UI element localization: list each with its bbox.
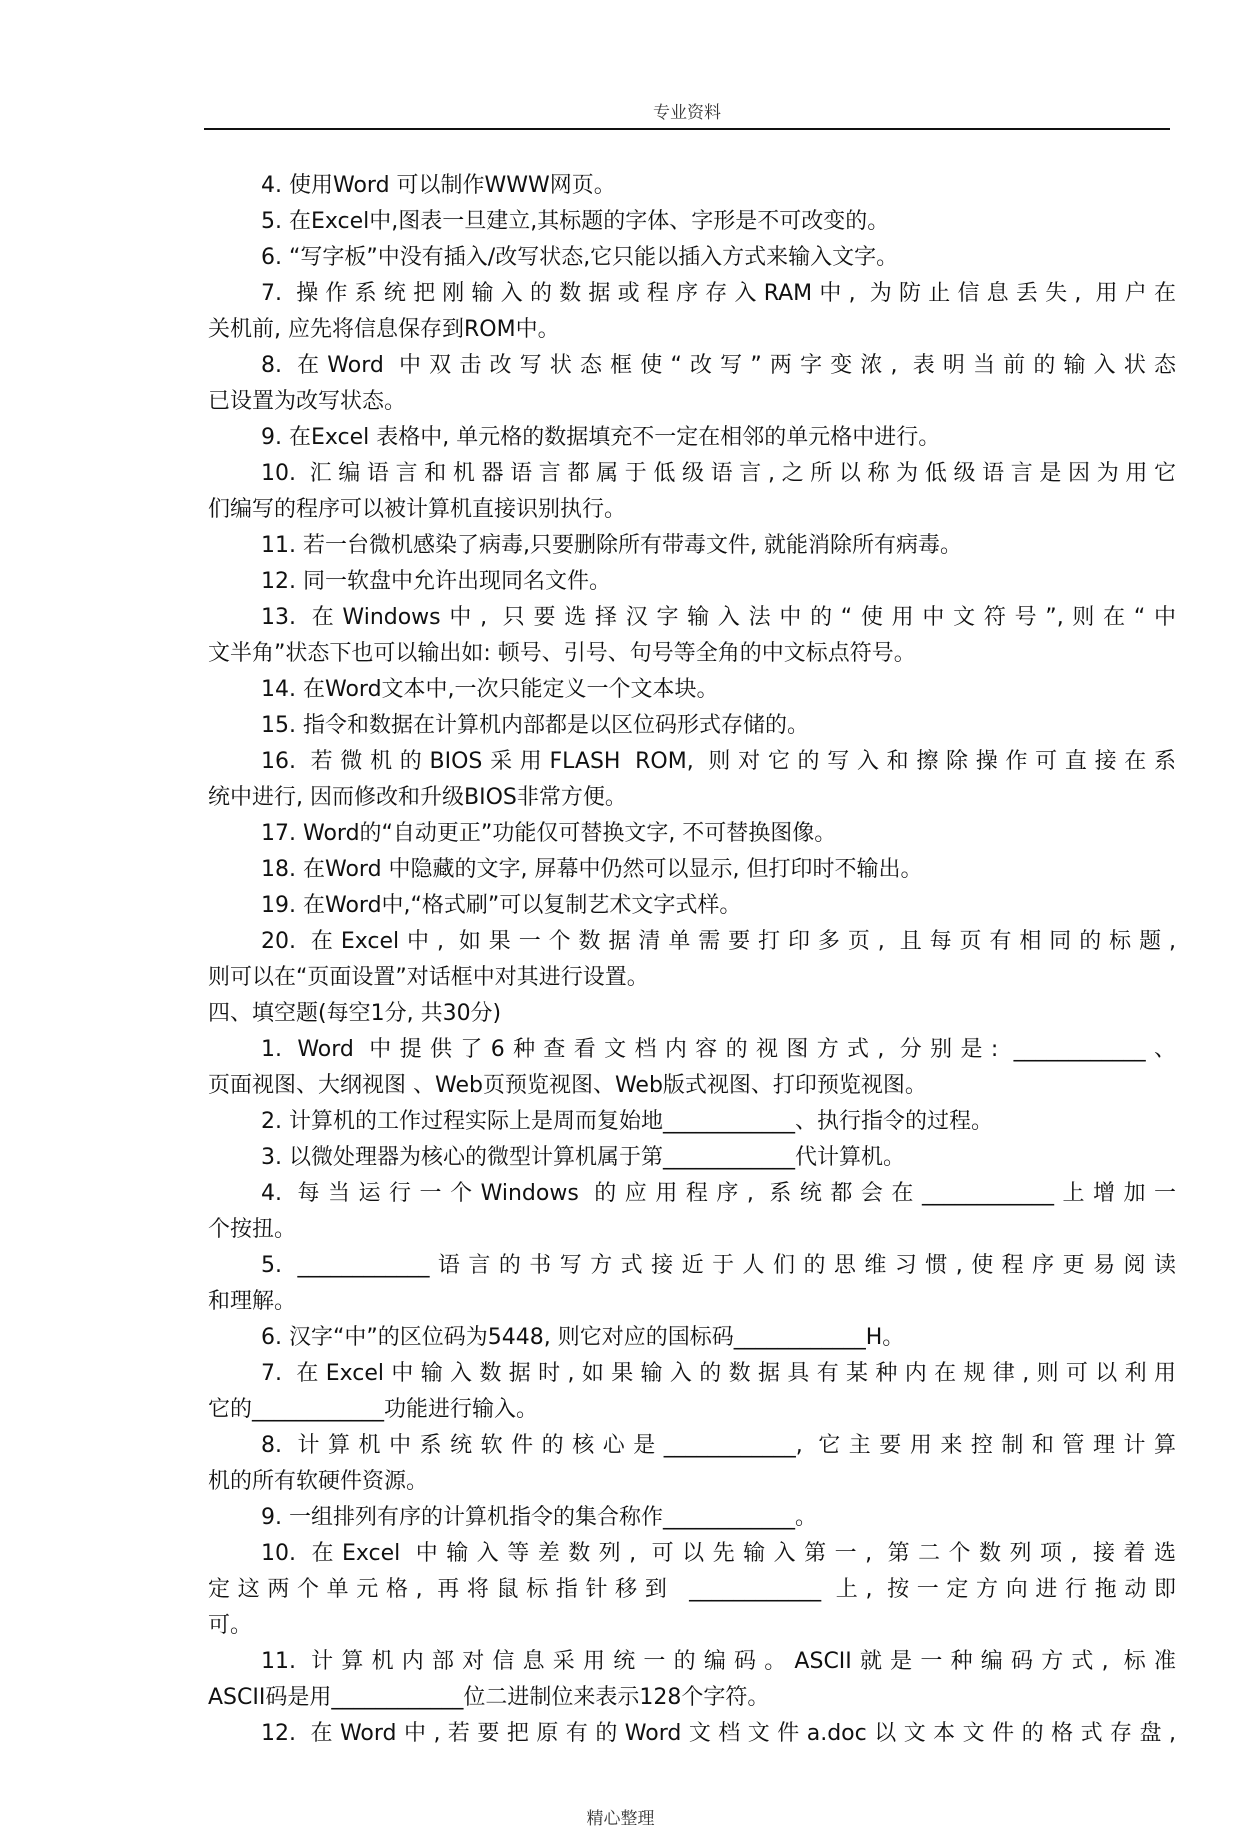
text-line: 18. 在Word 中隐藏的文字, 屏幕中仍然可以显示, 但打印时不输出。 [261,857,923,882]
text-line: 9. 一组排列有序的计算机指令的集合称作____________。 [261,1505,817,1530]
text-line: 13. 在Windows中, 只要选择汉字输入法中的“使用中文符号”,则在“中 [261,605,1176,630]
text-line: ASCII码是用____________位二进制位来表示128个字符。 [208,1685,770,1710]
text-line: 5. 在Excel中,图表一旦建立,其标题的字体、字形是不可改变的。 [261,209,890,234]
text-line: 关机前, 应先将信息保存到ROM中。 [208,317,560,342]
text-line: 15. 指令和数据在计算机内部都是以区位码形式存储的。 [261,713,809,738]
text-line: 页面视图、大纲视图 、Web页预览视图、Web版式视图、打印预览视图。 [208,1073,927,1098]
text-line: 8. 在Word 中双击改写状态框使“改写”两字变浓, 表明当前的输入状态 [261,353,1176,378]
text-line: 7. 在Excel中输入数据时,如果输入的数据具有某种内在规律,则可以利用 [261,1361,1176,1386]
text-line: 和理解。 [208,1289,297,1314]
text-line: 12. 同一软盘中允许出现同名文件。 [261,569,611,594]
text-line: 9. 在Excel 表格中, 单元格的数据填充不一定在相邻的单元格中进行。 [261,425,941,450]
page-header [204,98,1170,130]
text-line: 10. 汇编语言和机器语言都属于低级语言,之所以称为低级语言是因为用它 [261,461,1176,486]
text-line: 已设置为改写状态。 [208,389,407,414]
text-line: 统中进行, 因而修改和升级BIOS非常方便。 [208,785,627,810]
text-line: 17. Word的“自动更正”功能仅可替换文字, 不可替换图像。 [261,821,837,846]
text-line: 10. 在Excel 中输入等差数列, 可以先输入第一, 第二个数列项, 接着选 [261,1541,1176,1566]
text-line: 1. Word 中提供了6种查看文档内容的视图方式, 分别是: ____________、 [261,1037,1176,1062]
text-line: 文半角”状态下也可以输出如: 顿号、引号、句号等全角的中文标点符号。 [208,641,916,666]
text-line: 11. 计算机内部对信息采用统一的编码。ASCII就是一种编码方式, 标准 [261,1649,1176,1674]
text-line: 则可以在“页面设置”对话框中对其进行设置。 [208,965,649,990]
text-line: 8. 计算机中系统软件的核心是____________, 它主要用来控制和管理计算 [261,1433,1176,1458]
text-line: 5. ____________语言的书写方式接近于人们的思维习惯,使程序更易阅读 [261,1253,1176,1278]
text-line: 定这两个单元格, 再将鼠标指针移到 ____________ 上, 按一定方向进行拖动即 [208,1577,1176,1602]
text-line: 19. 在Word中,“格式刷”可以复制艺术文字式样。 [261,893,742,918]
text-line: 6. “写字板”中没有插入/改写状态,它只能以插入方式来输入文字。 [261,245,899,270]
text-line: 20. 在Excel中, 如果一个数据清单需要打印多页, 且每页有相同的标题, [261,929,1176,954]
text-line: 14. 在Word文本中,一次只能定义一个文本块。 [261,677,719,702]
text-line: 它的____________功能进行输入。 [208,1397,539,1422]
text-line: 4. 每当运行一个Windows 的应用程序, 系统都会在____________上增加一 [261,1181,1176,1206]
document-body [208,168,1176,1752]
text-line: 16. 若微机的BIOS采用FLASH ROM, 则对它的写入和擦除操作可直接在系 [261,749,1176,774]
text-line: 7. 操作系统把刚输入的数据或程序存入RAM中, 为防止信息丢失, 用户在 [261,281,1176,306]
page-footer: 精心整理 [586,1809,655,1829]
text-line: 个按扭。 [208,1217,297,1242]
text-line: 可。 [208,1613,253,1638]
text-line: 4. 使用Word 可以制作WWW网页。 [261,173,616,198]
text-line: 6. 汉字“中”的区位码为5448, 则它对应的国标码____________H。 [261,1325,905,1350]
text-line: 11. 若一台微机感染了病毒,只要删除所有带毒文件, 就能消除所有病毒。 [261,533,962,558]
text-line: 四、填空题(每空1分, 共30分) [208,1001,502,1026]
header-label: 专业资料 [653,103,721,123]
text-line: 12. 在Word中,若要把原有的Word文档文件a.doc以文本文件的格式存盘, [261,1721,1176,1746]
text-line: 2. 计算机的工作过程实际上是周而复始地____________、执行指令的过程。 [261,1109,993,1134]
text-line: 们编写的程序可以被计算机直接识别执行。 [208,497,627,522]
text-line: 3. 以微处理器为核心的微型计算机属于第____________代计算机。 [261,1145,905,1170]
text-line: 机的所有软硬件资源。 [208,1469,429,1494]
